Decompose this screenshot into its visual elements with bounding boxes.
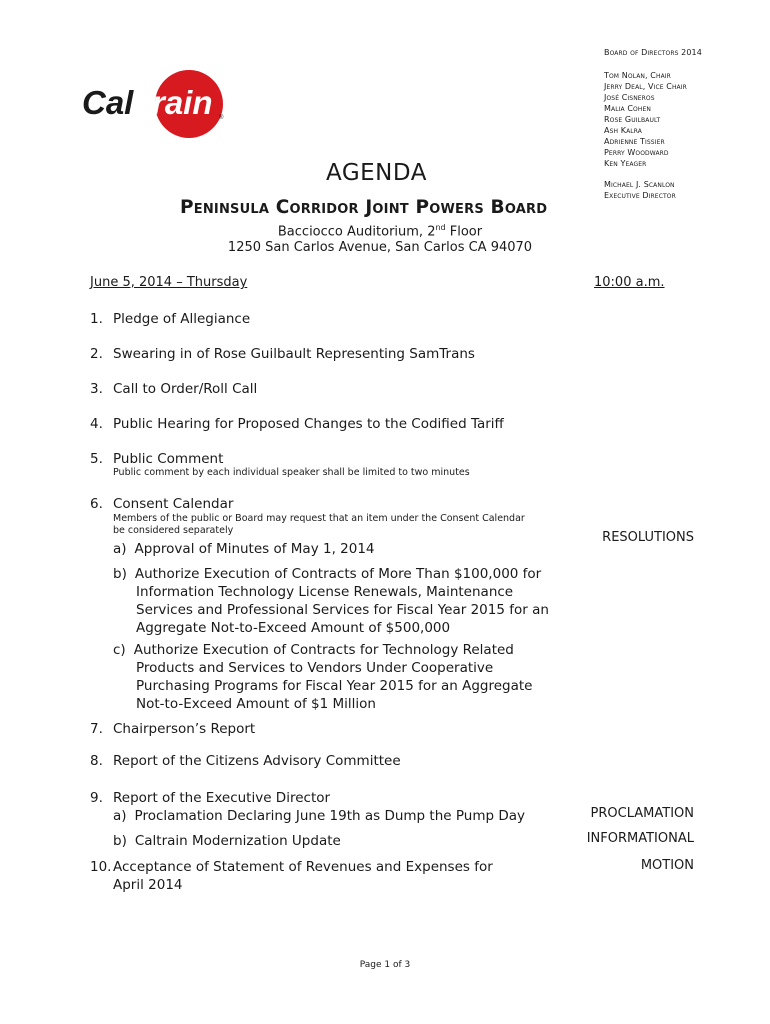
roster-member: Ash Kalra: [604, 126, 642, 135]
agenda-item-9: 9. Report of the Executive Director: [90, 790, 331, 806]
roster-member: Ken Yeager: [604, 159, 647, 168]
item-6a: a) Approval of Minutes of May 1, 2014: [113, 541, 375, 557]
agenda-item-6: 6. Consent Calendar: [90, 496, 234, 512]
venue-line-1: Bacciocco Auditorium, 2nd Floor: [277, 223, 483, 240]
agenda-item-8: 8. Report of the Citizens Advisory Committee: [90, 753, 401, 769]
item-9b: b) Caltrain Modernization Update: [113, 833, 341, 849]
agenda-item-2: 2. Swearing in of Rose Guilbault Representing SamTrans: [90, 346, 475, 362]
roster-member: José Cisneros: [604, 93, 655, 102]
item-9b-action: INFORMATIONAL: [586, 831, 694, 846]
executive-director-name: Michael J. Scanlon: [604, 180, 675, 189]
roster-member: Rose Guilbault: [604, 115, 661, 124]
item-6-note-1: Members of the public or Board may request that an item under the Consent Calendar: [113, 513, 525, 524]
page-number: Page 1 of 3: [359, 960, 411, 970]
agenda-item-4: 4. Public Hearing for Proposed Changes to the Codified Tariff: [90, 416, 504, 432]
roster-member: Malia Cohen: [604, 104, 651, 113]
page-title: AGENDA: [326, 160, 427, 186]
item-6-note-2: be considered separately: [113, 525, 234, 536]
item-5-note: Public comment by each individual speaker shall be limited to two minutes: [113, 467, 470, 478]
item-10-action: MOTION: [640, 858, 694, 873]
agenda-item-10: 10. Acceptance of Statement of Revenues and Expenses for April 2014: [90, 859, 493, 893]
item-9a: a) Proclamation Declaring June 19th as Dump the Pump Day: [113, 808, 525, 824]
roster-member: Jerry Deal, Vice Chair: [604, 82, 687, 91]
roster-member: Perry Woodward: [604, 148, 669, 157]
agenda-item-3: 3. Call to Order/Roll Call: [90, 381, 258, 397]
logo-text-cal: Cal: [82, 84, 134, 121]
agenda-item-5: 5. Public Comment: [90, 451, 224, 467]
caltrain-logo: [82, 70, 232, 150]
roster-member: Adrienne Tissier: [604, 137, 665, 146]
agenda-item-7: 7. Chairperson’s Report: [90, 721, 256, 737]
organization-name: Peninsula Corridor Joint Powers Board: [180, 197, 548, 218]
meeting-time: 10:00 a.m.: [594, 275, 665, 290]
logo-text-train: train: [141, 84, 213, 121]
meeting-date: June 5, 2014 – Thursday: [90, 275, 248, 290]
venue-line-2: 1250 San Carlos Avenue, San Carlos CA 94070: [227, 240, 533, 255]
item-6-action: RESOLUTIONS: [602, 530, 694, 545]
roster-member: Tom Nolan, Chair: [604, 71, 671, 80]
svg-text:®: ®: [219, 115, 224, 121]
item-6c: c) Authorize Execution of Contracts for Technology Related Products and Services to Vendors Under Cooperative Purchasing Programs for Fiscal Year 2015 for an Aggregate Not-to-Exceed Amount of $1 Million: [113, 642, 533, 712]
item-6b: b) Authorize Execution of Contracts of More Than $100,000 for Information Technology License Renewals, Maintenance Services and Professional Services for Fiscal Year 2015 for an Aggregate Not-to-Exceed Amount of $500,000: [113, 566, 549, 636]
item-9a-action: PROCLAMATION: [590, 806, 694, 821]
executive-director-title: Executive Director: [604, 191, 676, 200]
agenda-item-1: 1. Pledge of Allegiance: [90, 311, 251, 327]
roster-heading: Board of Directors 2014: [604, 48, 702, 57]
board-roster: [604, 47, 702, 201]
